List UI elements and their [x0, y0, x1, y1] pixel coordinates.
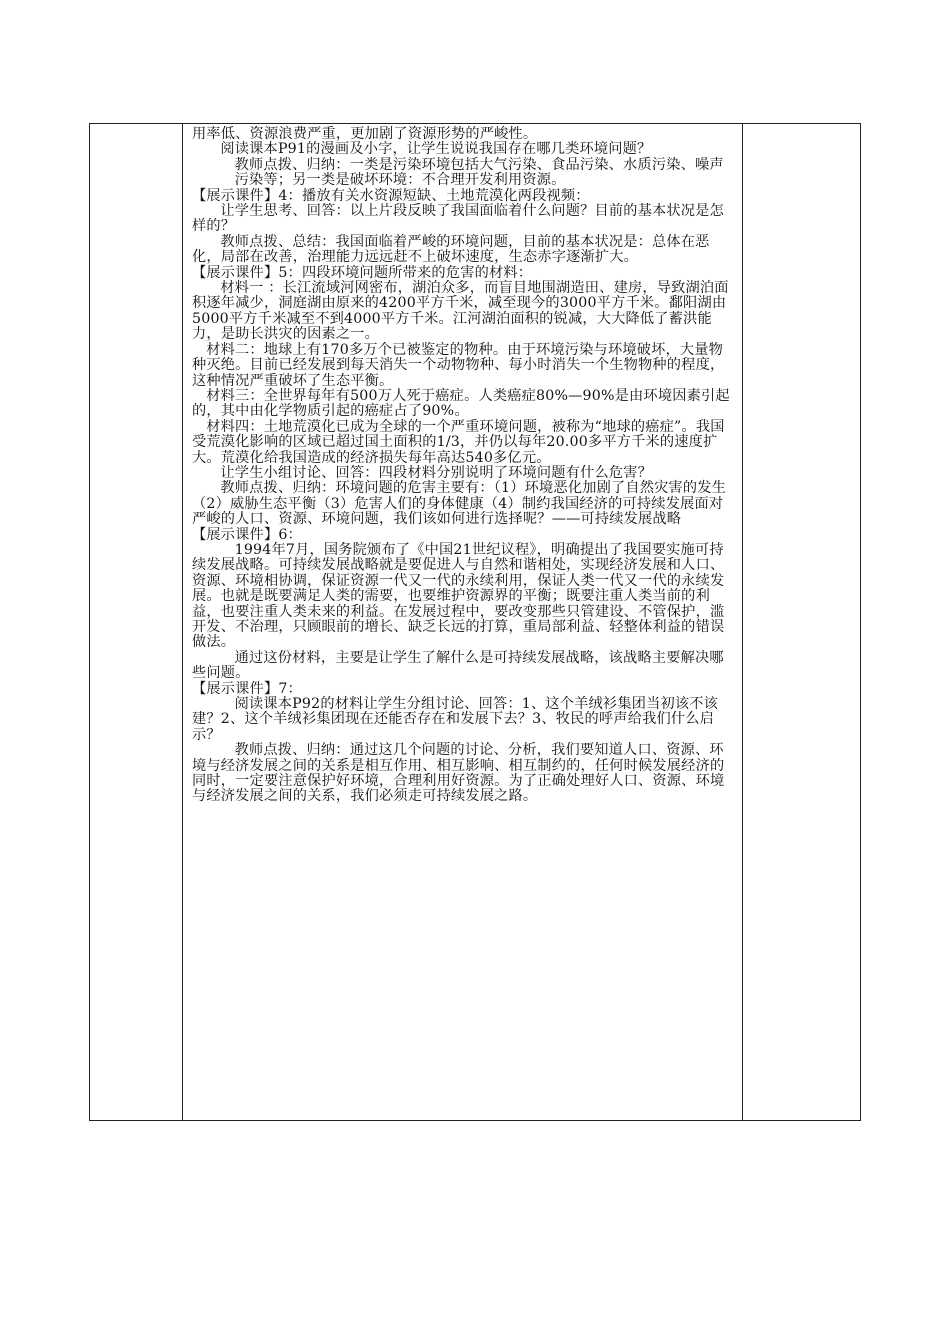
lesson-paragraph: 让学生小组讨论、回答：四段材料分别说明了环境问题有什么危害？: [220, 464, 653, 481]
table-column-divider-right: [742, 124, 743, 1120]
lesson-paragraph: 材料二：地球上有170多万个已被鉴定的物种。由于环境污染与环境破坏，大量物种灭绝。目前已经发展到每天消失一个动物物种、每小时消失一个生物物种的程度，这种情况严重破坏了生态平衡。: [192, 341, 725, 389]
lesson-table: [89, 123, 861, 1121]
lesson-paragraph: 用率低、资源浪费严重，更加剧了资源形势的严峻性。: [192, 126, 538, 142]
lesson-paragraph: 阅读课本P92的材料让学生分组讨论、回答：1、这个羊绒衫集团当初该不该建？2、这个羊绒衫集团现在还能否存在和发展下去？3、牧民的呼声给我们什么启示？: [192, 696, 719, 743]
lesson-paragraph: 让学生思考、回答：以上片段反映了我国面临着什么问题？目前的基本状况是怎样的？: [192, 203, 724, 235]
lesson-paragraph: 【展示课件】5：四段环境问题所带来的危害的材料：: [192, 264, 533, 281]
lesson-paragraph: 1994年7月，国务院颁布了《中国21世纪议程》，明确提出了我国要实施可持续发展战略。可持续发展战略就是要促进人与自然和谐相处，实现经济发展和人口、资源、环境相协调，保证资源一代又一代的永续利用，保证人类一代又一代的永续发展。也就是既要满足人类的需要，也要维护资源界的平衡；既要注重人类当前的利益，也要注重人类未来的利益。在发展过程中，要改变那些只管建设、不管保护，滥开发、不治理，只顾眼前的增长、缺乏长远的打算，重局部利益、轻整体利益的错误做法。: [192, 541, 725, 651]
lesson-paragraph: 阅读课本P91的漫画及小字，让学生说说我国存在哪几类环境问题？: [220, 141, 652, 158]
lesson-paragraph: 教师点拨、归纳：通过这几个问题的讨论、分析，我们要知道人口、资源、环境与经济发展之间的关系是相互作用、相互影响、相互制约的，任何时候发展经济的同时，一定要注意保护好环境，合理利用好资源。为了正确处理好人口、资源、环境与经济发展之间的关系，我们必须走可持续发展之路。: [192, 742, 725, 805]
lesson-paragraph: 教师点拨、归纳：环境问题的危害主要有：（1）环境恶化加剧了自然灾害的发生（2）威胁生态平衡（3）危害人们的身体健康（4）制约我国经济的可持续发展面对严峻的人口、资源、环境问题，我们该如何进行选择呢？——可持续发展战略: [192, 480, 727, 528]
lesson-paragraph: 材料三：全世界每年有500万人死于癌症。人类癌症80%—90%是由环境因素引起的，其中由化学物质引起的癌症占了90%。: [192, 387, 730, 420]
table-column-divider-left: [182, 124, 183, 1120]
lesson-paragraph: 材料一 ：长江流域河网密布，湖泊众多，而盲目地围湖造田、建房，导致湖泊面积逐年减少，洞庭湖由原来的4200平方千米，减至现今的3000平方千米。鄱阳湖由5000平方千米减至不到4000平方千米。江河湖泊面积的锐减，大大降低了蓄洪能力，是助长洪灾的因素之一。: [192, 280, 729, 343]
lesson-paragraph: 【展示课件】4：播放有关水资源短缺、土地荒漠化两段视频：: [192, 187, 590, 204]
lesson-paragraph: 【展示课件】6：: [192, 526, 302, 543]
lesson-paragraph: 【展示课件】7：: [192, 680, 302, 697]
lesson-paragraph: 教师点拨、归纳：一类是污染环境包括大气污染、食品污染、水质污染、噪声污染等；另一类是破坏环境：不合理开发利用资源。: [234, 156, 724, 189]
lesson-paragraph: 教师点拨、总结：我国面临着严峻的环境问题，目前的基本状况是：总体在恶化，局部在改善，治理能力远远赶不上破坏速度，生态赤字逐渐扩大。: [192, 233, 710, 266]
lesson-paragraph: 通过这份材料，主要是让学生了解什么是可持续发展战略，该战略主要解决哪些问题。: [192, 649, 724, 682]
lesson-paragraph: 材料四：土地荒漠化已成为全球的一个严重环境问题，被称为“地球的癌症”。我国受荒漠化影响的区域已超过国土面积的1/3，并仍以每年20.00多平方千米的速度扩大。荒漠化给我国造成的经济损失每年高达540多亿元。: [192, 418, 725, 466]
lesson-content-cell: [192, 127, 732, 805]
